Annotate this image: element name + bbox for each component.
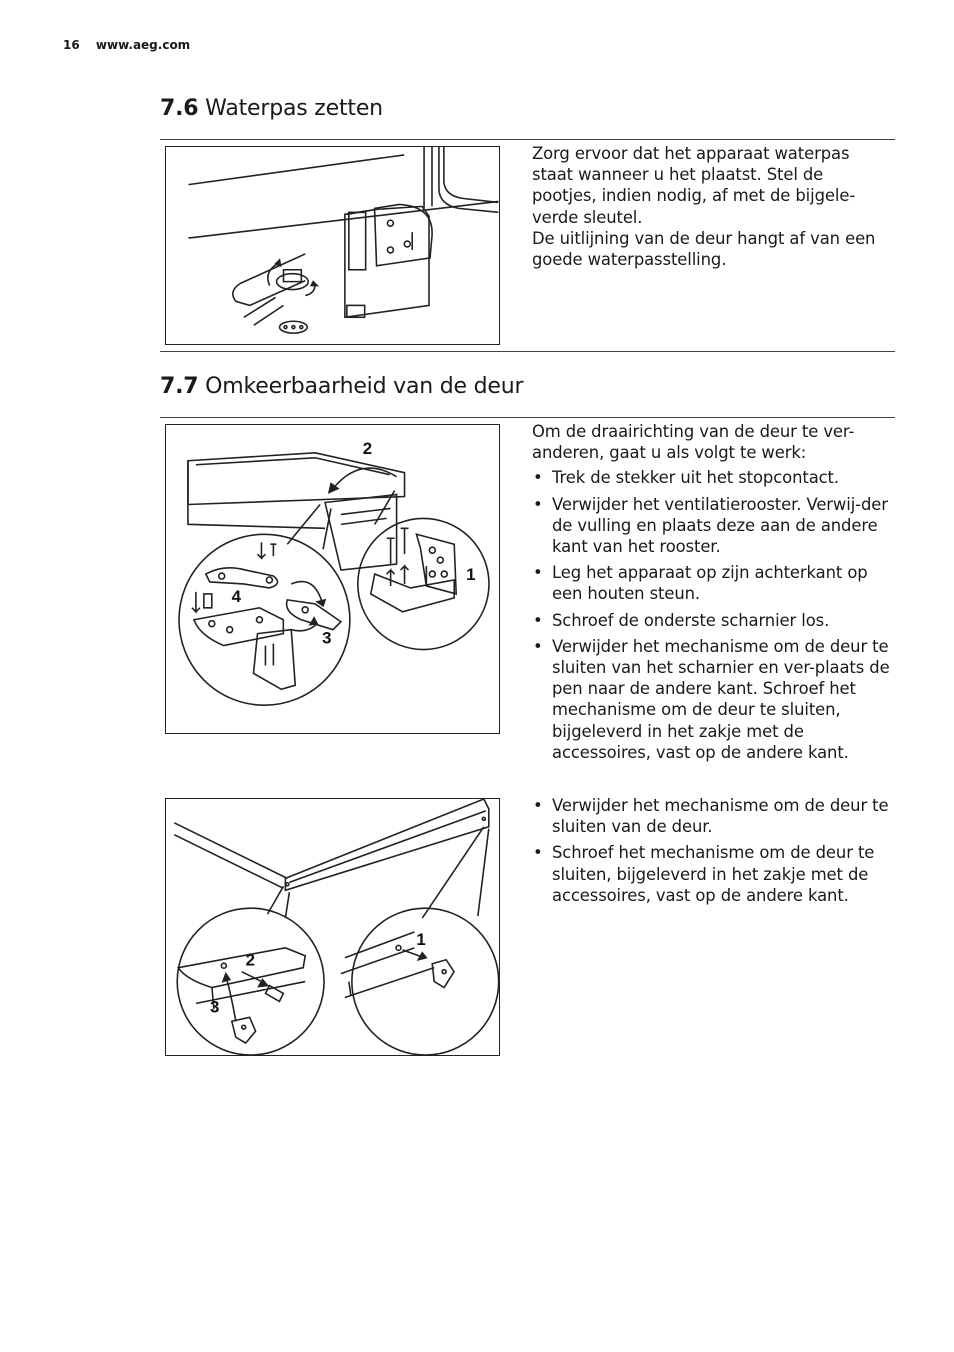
list-item: • Schroef de onderste scharnier los. — [532, 610, 892, 631]
website-link[interactable]: www.aeg.com — [95, 38, 191, 52]
list-item: • Verwijder het mechanisme om de deur te sluiten van het scharnier en ver-plaats de pen naar de andere kant. Schroef het mechanisme om de deur te sluiten, bijgeleverd in het zakje met de accessoires, vast op de andere kant. — [532, 636, 892, 763]
intro-paragraph: Om de draairichting van de deur te ver-anderen, gaat u als volgt te werk: — [532, 422, 855, 463]
figure-hinge-reversal — [165, 424, 500, 734]
steps-list — [532, 795, 892, 906]
paragraph: Zorg ervoor dat het apparaat waterpas staat wanneer u het plaatst. Stel de pootjes, indien nodig, af met de bijgele-verde sleutel. — [532, 144, 856, 227]
figure-label: 1 — [416, 929, 426, 949]
figure-leveling-feet — [165, 146, 500, 345]
figure-label: 1 — [466, 564, 476, 584]
figure-label: 3 — [209, 997, 220, 1017]
section-77-body — [532, 421, 892, 768]
list-item: • Leg het apparaat op zijn achterkant op een houten steun. — [532, 562, 892, 604]
figure-label: 2 — [362, 438, 373, 458]
section-divider — [160, 139, 895, 140]
page-number: 16 — [63, 38, 80, 52]
list-item: • Verwijder het mechanisme om de deur te sluiten van de deur. — [532, 795, 892, 837]
section-title-waterpas: 7.6 Waterpas zetten — [160, 96, 383, 121]
section-76-body — [532, 143, 892, 270]
paragraph: De uitlijning van de deur hangt af van een goede waterpasstelling. — [532, 228, 876, 270]
figure-door-mechanism — [165, 798, 500, 1056]
section-77-body-continued — [532, 795, 892, 911]
list-item: • Verwijder het ventilatierooster. Verwij-der de vulling en plaats deze aan de andere kant van het rooster. — [532, 494, 892, 558]
figure-label: 2 — [245, 950, 256, 970]
steps-list — [532, 467, 892, 763]
section-divider — [160, 417, 895, 418]
list-item: • Schroef het mechanisme om de deur te sluiten, bijgeleverd in het zakje met de accessoires, vast op de andere kant. — [532, 842, 892, 906]
list-item: • Trek de stekker uit het stopcontact. — [532, 467, 892, 488]
section-divider — [160, 351, 895, 352]
figure-label: 4 — [231, 586, 242, 606]
section-title-omkeerbaarheid: 7.7 Omkeerbaarheid van de deur — [160, 374, 524, 399]
page-header — [63, 38, 190, 52]
figure-label: 3 — [322, 628, 332, 648]
